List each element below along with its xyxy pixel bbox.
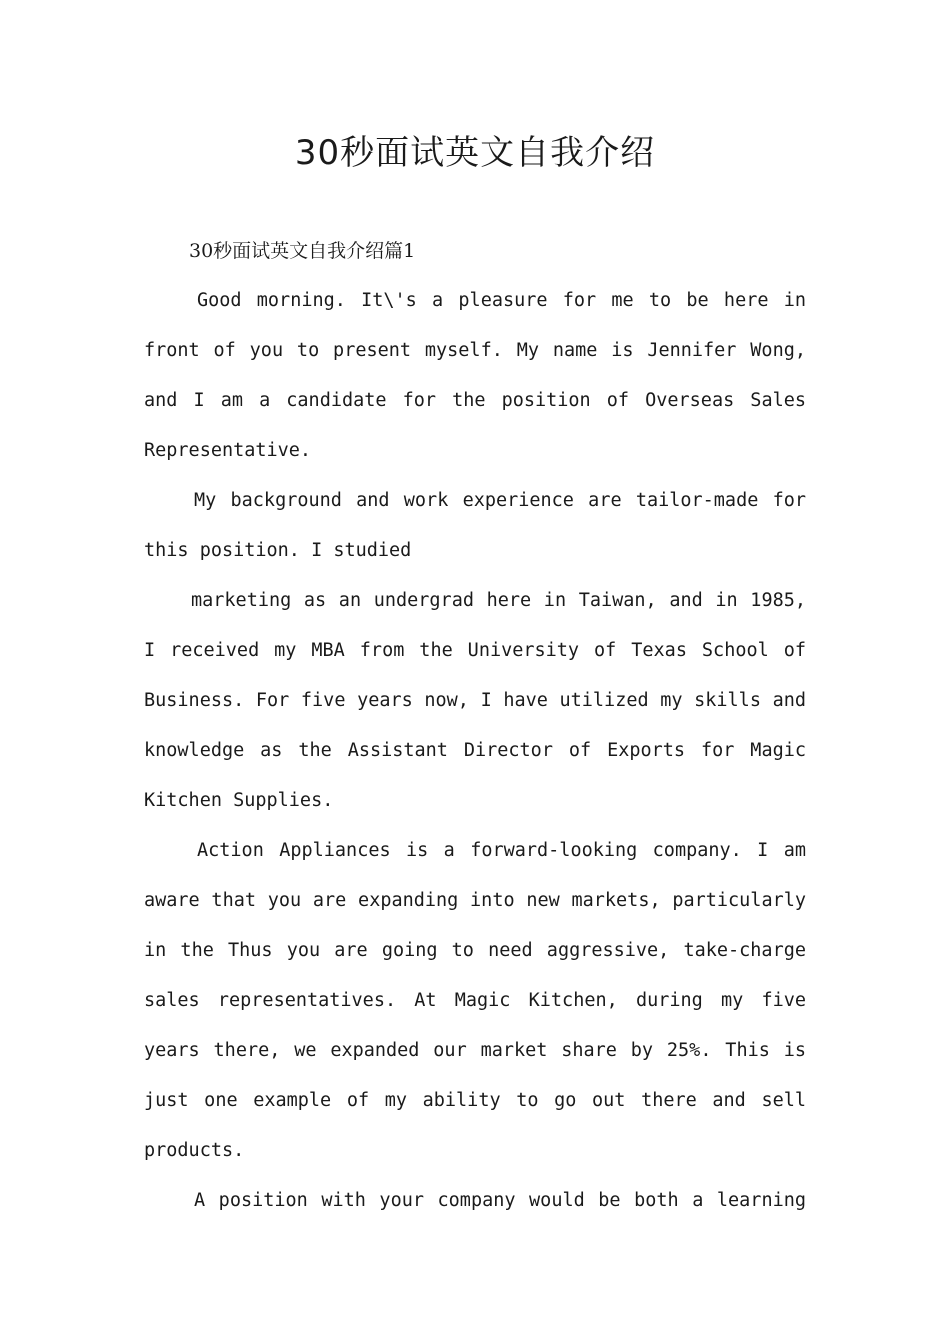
body-line: in the Thus you are going to need aggressive, take-charge <box>144 940 806 961</box>
body-line: knowledge as the Assistant Director of Exports for Magic <box>144 740 806 761</box>
section-heading: 30秒面试英文自我介绍篇1 <box>189 240 416 262</box>
body-line: this position. I studied <box>144 540 412 561</box>
document-title: 30秒面试英文自我介绍 <box>294 133 656 173</box>
body-line: just one example of my ability to go out there and sell <box>144 1090 806 1111</box>
body-line: Representative. <box>144 440 312 461</box>
body-line: years there, we expanded our market share by 25%. This is <box>144 1040 806 1061</box>
body-line: marketing as an undergrad here in Taiwan, and in 1985, <box>191 590 806 611</box>
body-line: Good morning. It\'s a pleasure for me to be here in <box>197 290 806 311</box>
body-line: aware that you are expanding into new markets, particularly <box>144 890 806 911</box>
body-line: sales representatives. At Magic Kitchen, during my five <box>144 990 806 1011</box>
body-line: products. <box>144 1140 245 1161</box>
body-line: I received my MBA from the University of Texas School of <box>144 640 806 661</box>
body-line: Business. For five years now, I have utilized my skills and <box>144 690 806 711</box>
body-line: Action Appliances is a forward-looking company. I am <box>197 840 806 861</box>
body-line: front of you to present myself. My name is Jennifer Wong, <box>144 340 806 361</box>
body-line: My background and work experience are tailor-made for <box>194 490 806 511</box>
body-line: and I am a candidate for the position of Overseas Sales <box>144 390 806 411</box>
body-line: A position with your company would be both a learning <box>194 1190 806 1211</box>
body-line: Kitchen Supplies. <box>144 790 334 811</box>
